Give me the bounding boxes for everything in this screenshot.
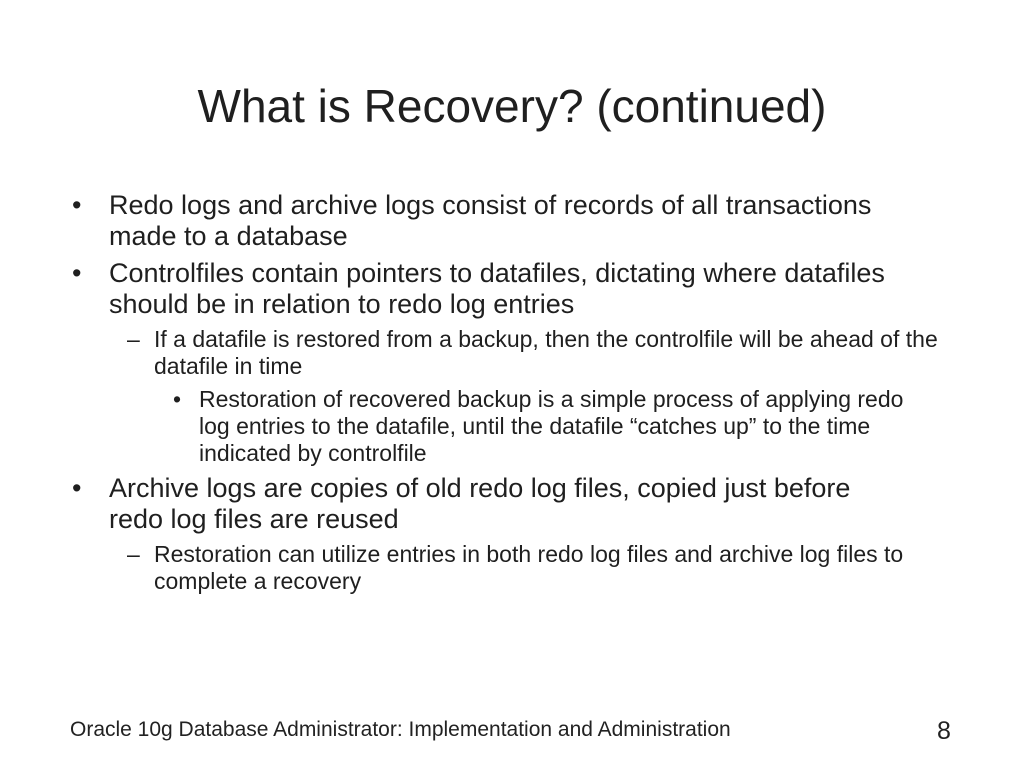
bullet-item bbox=[0, 190, 1024, 252]
sub-bullet-item bbox=[0, 326, 1024, 380]
sub-bullet-item bbox=[0, 541, 1024, 595]
bullet-marker: • bbox=[72, 473, 82, 503]
bullet-list bbox=[0, 190, 1024, 601]
bullet-marker: • bbox=[72, 190, 82, 220]
bullet-text: Controlfiles contain pointers to datafiles, dictating where datafiles should be in relation to redo log entries bbox=[109, 258, 885, 319]
sub-bullet-text: Restoration can utilize entries in both redo log files and archive log files to complete a recovery bbox=[154, 541, 904, 594]
bullet-text: Redo logs and archive logs consist of records of all transactions made to a database bbox=[109, 190, 872, 251]
sub-sub-bullet-text: Restoration of recovered backup is a simple process of applying redo log entries to the datafile, until the datafile “catches up” to the time indicated by controlfile bbox=[199, 386, 904, 466]
footer-text: Oracle 10g Database Administrator: Implementation and Administration bbox=[70, 718, 731, 741]
bullet-item bbox=[0, 473, 1024, 535]
sub-bullet-text: If a datafile is restored from a backup, then the controlfile will be ahead of the datafile in time bbox=[154, 326, 938, 379]
slide-title: What is Recovery? (continued) bbox=[197, 80, 827, 132]
sub-sub-bullet-item bbox=[0, 386, 1024, 467]
dash-marker: – bbox=[127, 326, 140, 352]
dash-marker: – bbox=[127, 541, 140, 567]
bullet-marker: • bbox=[173, 386, 182, 412]
bullet-text: Archive logs are copies of old redo log files, copied just before redo log files are reused bbox=[109, 473, 851, 534]
bullet-marker: • bbox=[72, 258, 82, 288]
bullet-item bbox=[0, 258, 1024, 320]
page-number: 8 bbox=[937, 717, 951, 745]
